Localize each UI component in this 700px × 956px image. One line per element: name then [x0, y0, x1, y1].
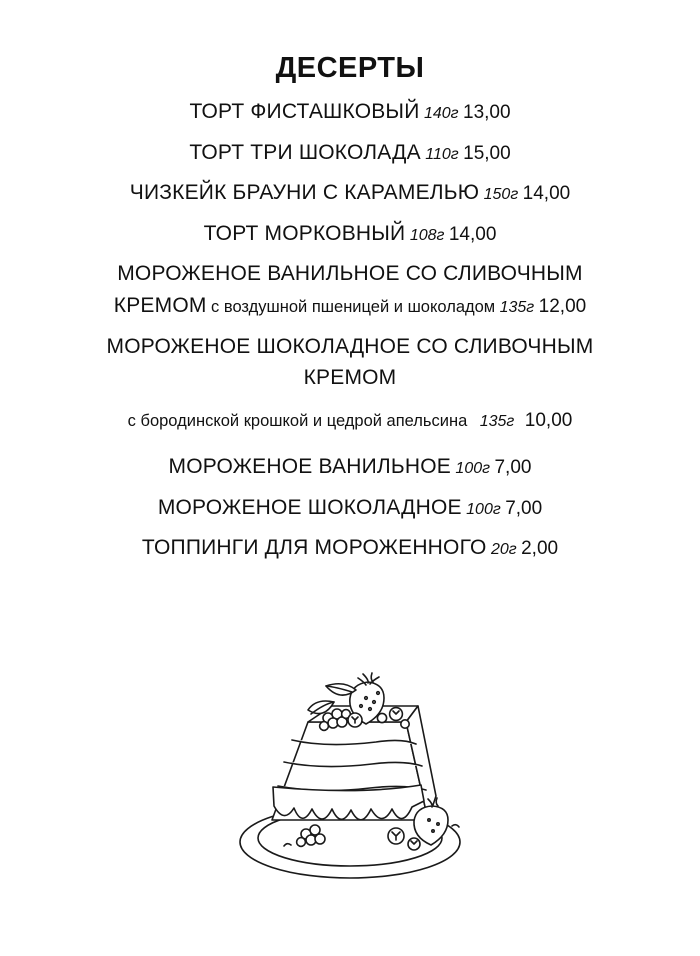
menu-item-name: ТОРТ ТРИ ШОКОЛАДА — [189, 140, 421, 164]
menu-item-weight: 140г — [423, 105, 459, 122]
menu-item-weight: 100г — [466, 500, 501, 518]
cake-slice-with-berries-icon — [200, 610, 500, 900]
menu-item — [70, 140, 630, 166]
menu-item-name-line-1: МОРОЖЕНОЕ ШОКОЛАДНОЕ СО СЛИВОЧНЫМ — [106, 334, 594, 358]
menu-item — [70, 99, 630, 125]
menu-item — [70, 261, 630, 318]
menu-item — [70, 535, 630, 561]
menu-item-description: с воздушной пшеницей и шоколадом — [211, 298, 496, 317]
menu-item — [70, 180, 630, 206]
menu-item — [70, 495, 630, 521]
menu-item-name: ТОРТ ФИСТАШКОВЫЙ — [189, 100, 420, 123]
menu-item-name-line-2: КРЕМОМ — [303, 366, 397, 390]
menu-item-price: 7,00 — [494, 457, 532, 479]
menu-item-weight: 108г — [409, 226, 445, 244]
menu-item-weight: 150г — [483, 186, 519, 204]
menu-item-name-line-2: КРЕМОМ — [113, 294, 207, 318]
menu-item-name: МОРОЖЕНОЕ ВАНИЛЬНОЕ — [168, 455, 451, 479]
menu-item-weight: 135г — [499, 299, 535, 317]
menu-items-list — [30, 99, 670, 561]
menu-item-price: 15,00 — [463, 142, 511, 164]
menu-item-price: 2,00 — [521, 538, 559, 560]
menu-item-name: ЧИЗКЕЙК БРАУНИ С КАРАМЕЛЬЮ — [129, 181, 480, 205]
menu-item-name: ТОППИНГИ ДЛЯ МОРОЖЕННОГО — [141, 536, 487, 560]
menu-item-name: ТОРТ МОРКОВНЫЙ — [203, 221, 406, 245]
menu-item-price: 7,00 — [505, 497, 543, 519]
menu-item-description: с бородинской крошкой и цедрой апельсина — [127, 411, 468, 430]
menu-item-price: 14,00 — [448, 223, 497, 245]
menu-item — [70, 221, 630, 247]
illustration-container — [0, 610, 700, 900]
menu-item-price: 13,00 — [463, 102, 511, 123]
menu-item-price: 10,00 — [524, 409, 573, 431]
menu-item-weight: 20г — [490, 541, 517, 559]
menu-item-price: 14,00 — [522, 183, 571, 205]
menu-item-weight: 135г — [479, 412, 515, 430]
menu-item-price: 12,00 — [538, 296, 587, 318]
page-title: ДЕСЕРТЫ — [275, 52, 425, 84]
menu-item-name: МОРОЖЕНОЕ ШОКОЛАДНОЕ — [157, 495, 462, 519]
menu-item — [70, 454, 630, 480]
menu-item-name-line-1: МОРОЖЕНОЕ ВАНИЛЬНОЕ СО СЛИВОЧНЫМ — [117, 262, 583, 286]
menu-item — [70, 334, 630, 432]
menu-item-weight: 110г — [425, 145, 459, 163]
menu-item-weight: 100г — [455, 460, 491, 478]
